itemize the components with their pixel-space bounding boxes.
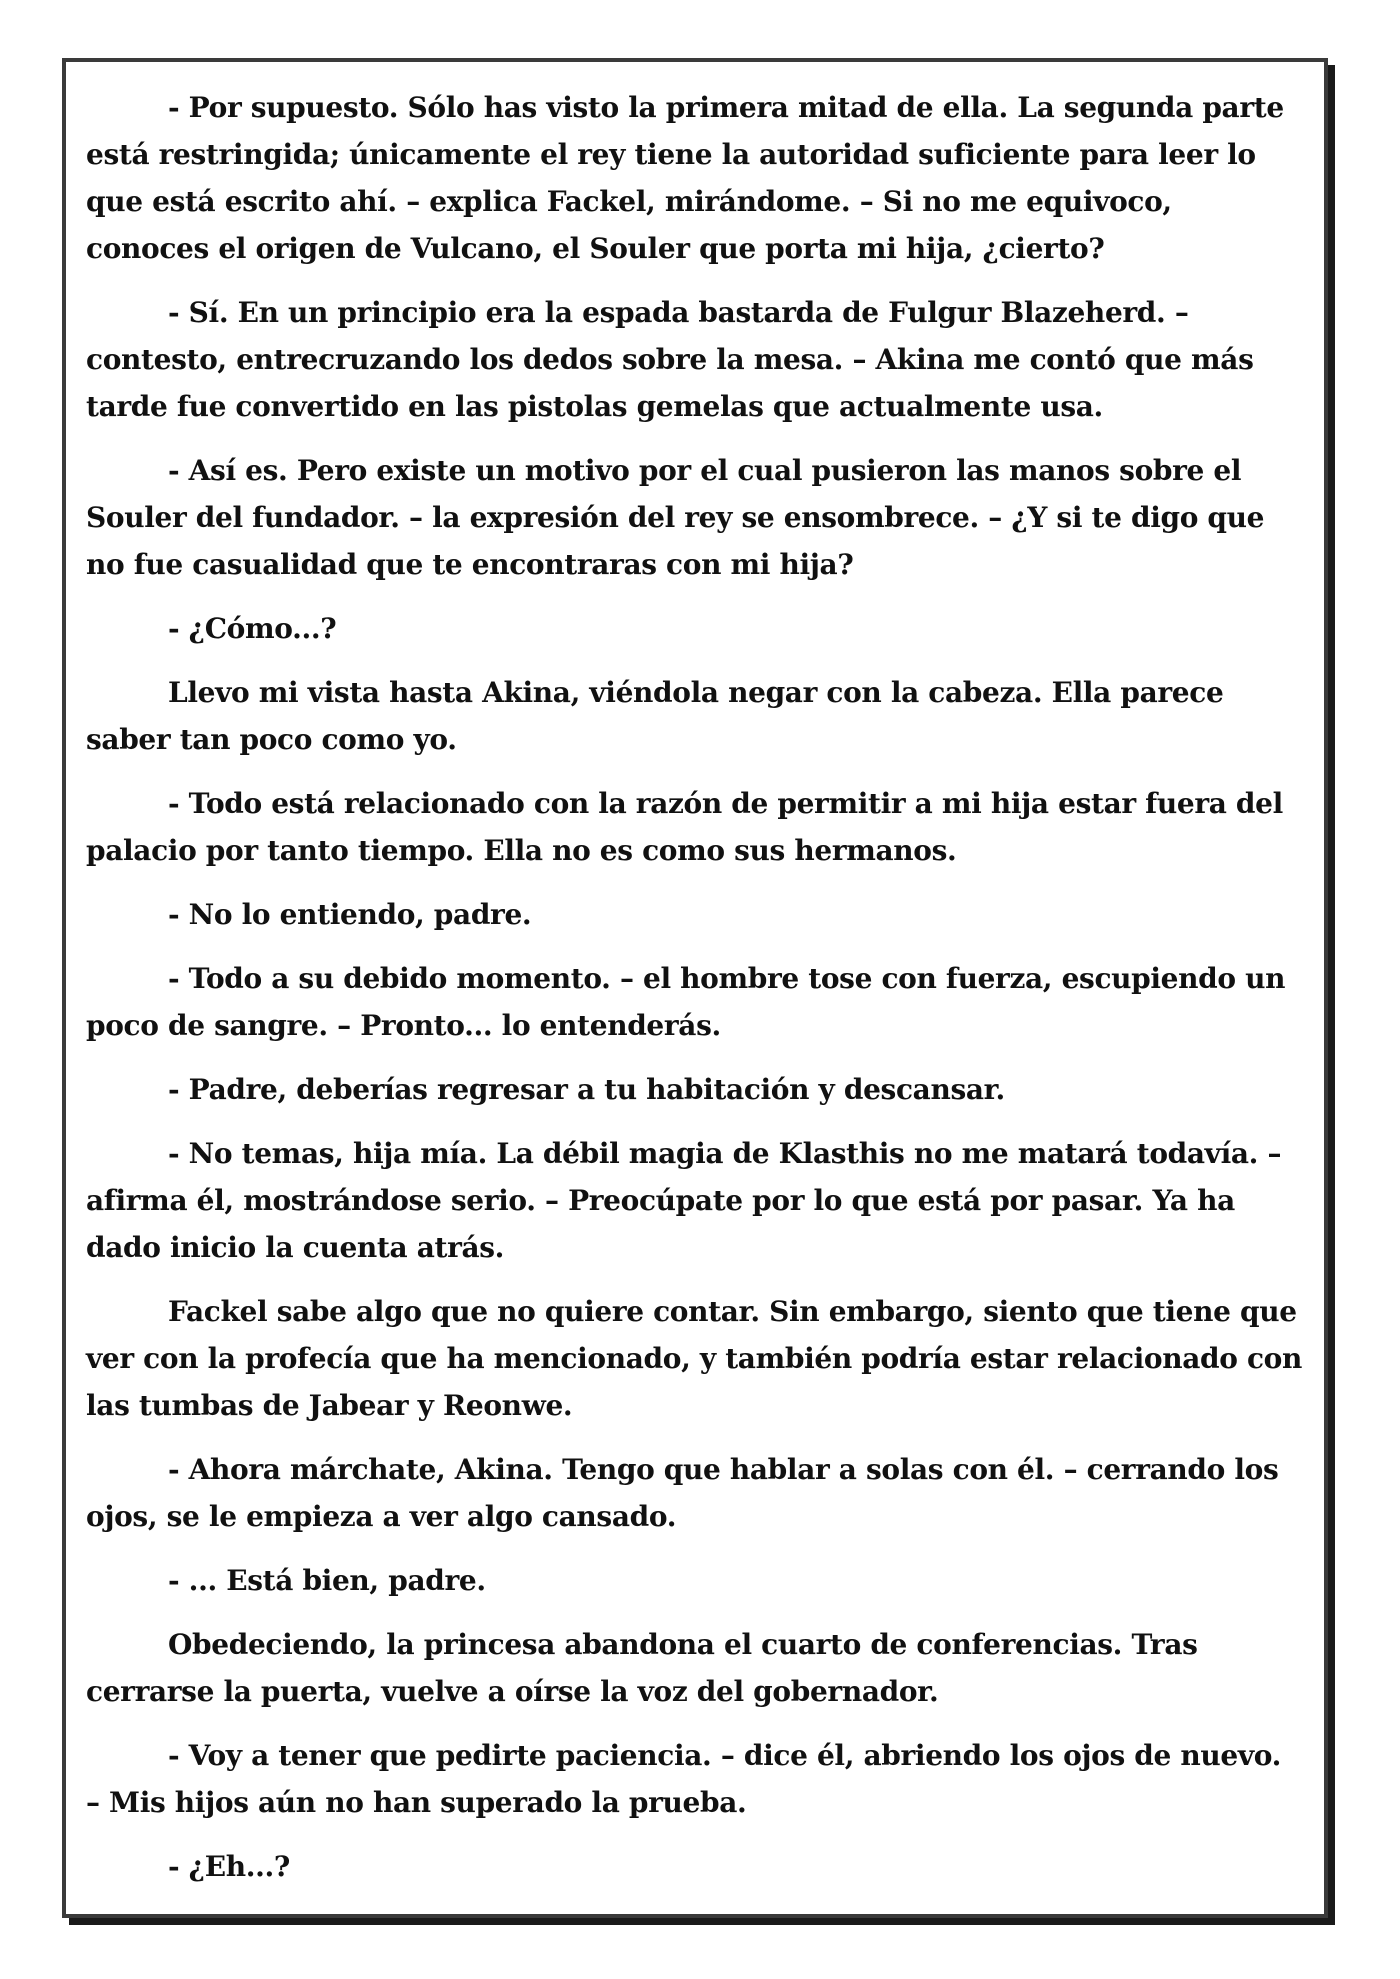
page-text [86,84,1302,1907]
paragraph: Obedeciendo, la princesa abandona el cuarto de conferencias. Tras cerrarse la puerta, vuelve a oírse la voz del gobernador. [86,1628,1198,1708]
page-frame [62,58,1328,1918]
paragraph: - Padre, deberías regresar a tu habitación y descansar. [168,1073,1005,1106]
paragraph: - ... Está bien, padre. [168,1564,486,1597]
paragraph: Fackel sabe algo que no quiere contar. Sin embargo, siento que tiene que ver con la profecía que ha mencionado, y también podría estar relacionado con las tumbas de Jabear y Reonwe. [86,1295,1303,1422]
paragraph: Llevo mi vista hasta Akina, viéndola negar con la cabeza. Ella parece saber tan poco como yo. [86,676,1224,756]
paragraph: - Todo está relacionado con la razón de permitir a mi hija estar fuera del palacio por tanto tiempo. Ella no es como sus hermanos. [86,787,1283,867]
paragraph: - Voy a tener que pedirte paciencia. – dice él, abriendo los ojos de nuevo. – Mis hijos aún no han superado la prueba. [86,1739,1282,1819]
paragraph: - Ahora márchate, Akina. Tengo que hablar a solas con él. – cerrando los ojos, se le empieza a ver algo cansado. [86,1453,1279,1533]
paragraph: - No temas, hija mía. La débil magia de Klasthis no me matará todavía. – afirma él, mostrándose serio. – Preocúpate por lo que está por pasar. Ya ha dado inicio la cuenta atrás. [86,1137,1282,1264]
paragraph: - ¿Eh...? [168,1850,290,1883]
paragraph: - Sí. En un principio era la espada bastarda de Fulgur Blazeherd. – contesto, entrecruzando los dedos sobre la mesa. – Akina me contó que más tarde fue convertido en las pistolas gemelas que actualmente usa. [86,296,1254,423]
paragraph: - Así es. Pero existe un motivo por el cual pusieron las manos sobre el Souler del fundador. – la expresión del rey se ensombrece. – ¿Y si te digo que no fue casualidad que te encontraras con mi hija? [86,454,1265,581]
paragraph: - Todo a su debido momento. – el hombre tose con fuerza, escupiendo un poco de sangre. – Pronto... lo entenderás. [86,962,1286,1042]
paragraph: - No lo entiendo, padre. [168,898,532,931]
paragraph: - Por supuesto. Sólo has visto la primera mitad de ella. La segunda parte está restringida; únicamente el rey tiene la autoridad suficiente para leer lo que está escrito ahí. – explica Fackel, mirándome. – Si no me equivoco, conoces el origen de Vulcano, el Souler que porta mi hija, ¿cierto? [86,91,1284,265]
paragraph: - ¿Cómo...? [168,612,337,645]
